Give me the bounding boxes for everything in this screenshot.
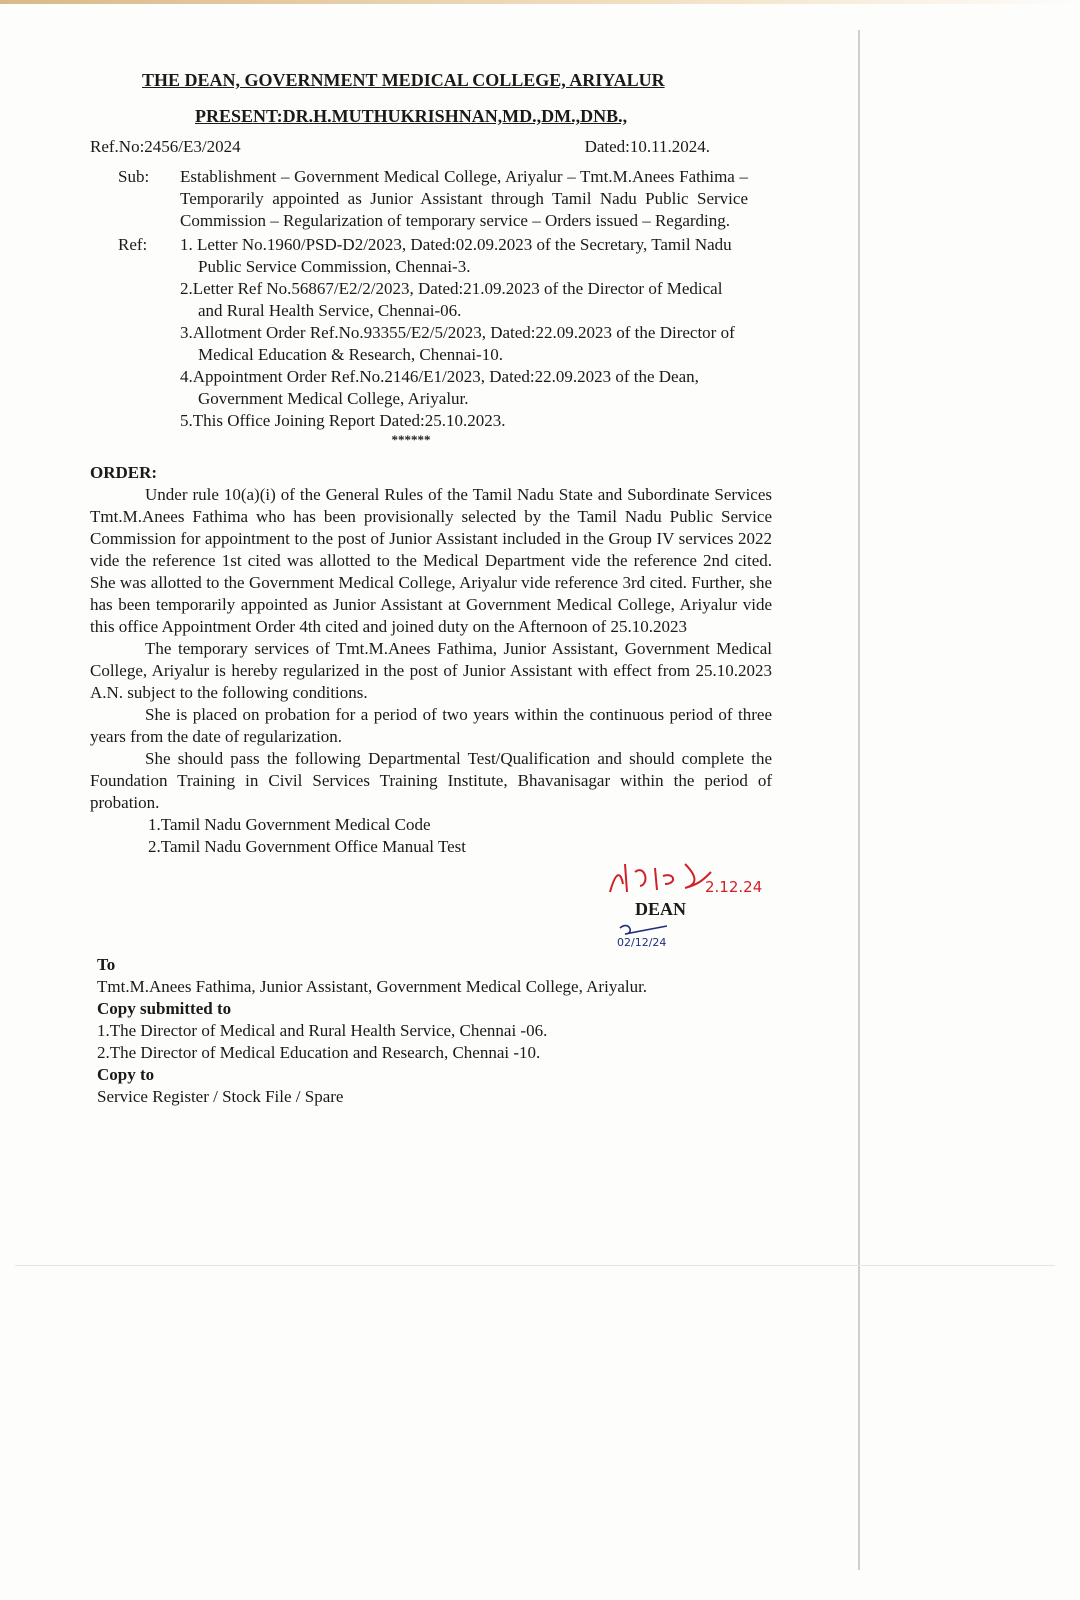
order-paragraph: The temporary services of Tmt.M.Anees Fathima, Junior Assistant, Government Medical College, Ariyalur is hereby regularized in the post of Junior Assistant with effect from 25.10.2023 A.N. subject to the following conditions. (90, 639, 772, 702)
reference-item: 5.This Office Joining Report Dated:25.10.2023. (180, 411, 506, 430)
test-item: 1.Tamil Nadu Government Medical Code (148, 815, 431, 834)
scan-fold-line-horizontal (15, 1265, 1055, 1266)
subject-text: Establishment – Government Medical College, Ariyalur – Tmt.M.Anees Fathima – Temporarily appointed as Junior Assistant through Tamil Nadu Public Service Commission – Regularization of temporary service – Orders issued – Regarding. (180, 167, 748, 230)
order-paragraph: She should pass the following Departmental Test/Qualification and should complete the Foundation Training in Civil Services Training Institute, Bhavanisagar within the period of probation. (90, 749, 772, 812)
copy-to-list: Service Register / Stock File / Spare (97, 1087, 344, 1106)
test-item: 2.Tamil Nadu Government Office Manual Test (148, 837, 467, 856)
order-paragraph: She is placed on probation for a period of two years within the continuous period of three years from the date of regularization. (90, 705, 772, 746)
initial-date: 02/12/24 (617, 936, 667, 949)
order-paragraph: Under rule 10(a)(i) of the General Rules of the Tamil Nadu State and Subordinate Services Tmt.M.Anees Fathima who has been provisionally selected by the Tamil Nadu Public Service Commission for appointment to the post of Junior Assistant included in the Group IV services 2022 vide the reference 1st cited was allotted to the Medical Department vide the reference 2nd cited. She was allotted to the Government Medical College, Ariyalur vide reference 3rd cited. Further, she has been temporarily appointed as Junior Assistant at Government Medical College, Ariyalur vide this office Appointment Order 4th cited and joined duty on the Afternoon of 25.10.2023 (90, 485, 772, 636)
reference-item: 2.Letter Ref No.56867/E2/2/2023, Dated:21.09.2023 of the Director of Medical and Rural Health Service, Chennai-06. (180, 279, 723, 320)
signature-icon (605, 858, 715, 898)
copy-submitted-item: 1.The Director of Medical and Rural Health Service, Chennai -06. (97, 1021, 548, 1040)
scan-fold-line (858, 30, 860, 1570)
reference-section (90, 234, 772, 432)
reference-list (180, 234, 772, 432)
initials-icon (617, 920, 677, 936)
order-label: ORDER: (90, 463, 158, 482)
dean-signature-block (605, 858, 785, 954)
document-title: THE DEAN, GOVERNMENT MEDICAL COLLEGE, ARIYALUR (142, 70, 665, 90)
scan-edge (0, 0, 1080, 4)
reference-number: Ref.No:2456/E3/2024 (90, 137, 241, 156)
copy-to-label: Copy to (97, 1065, 155, 1084)
reference-date-row (90, 136, 772, 158)
signature-area (90, 858, 772, 954)
reference-item: 3.Allotment Order Ref.No.93355/E2/5/2023, Dated:22.09.2023 of the Director of Medical Education & Research, Chennai-10. (180, 323, 735, 364)
signatory-designation: DEAN (635, 899, 687, 919)
copy-submitted-item: 2.The Director of Medical Education and Research, Chennai -10. (97, 1043, 541, 1062)
separator: ****** (391, 432, 431, 447)
document-body (90, 68, 772, 1108)
reference-item: 4.Appointment Order Ref.No.2146/E1/2023, Dated:22.09.2023 of the Dean, Government Medical College, Ariyalur. (180, 367, 699, 408)
present-line: PRESENT:DR.H.MUTHUKRISHNAN,MD.,DM.,DNB., (195, 106, 628, 126)
subject-label: Sub: (118, 167, 150, 186)
reference-label: Ref: (118, 235, 148, 254)
reference-item: 1. Letter No.1960/PSD-D2/2023, Dated:02.09.2023 of the Secretary, Tamil Nadu Public Service Commission, Chennai-3. (180, 235, 732, 276)
signature-date: 2.12.24 (705, 878, 763, 896)
subject-section (90, 166, 772, 232)
document-date: Dated:10.11.2024. (584, 137, 710, 156)
copy-submitted-label: Copy submitted to (97, 999, 232, 1018)
to-label: To (97, 955, 116, 974)
addressee: Tmt.M.Anees Fathima, Junior Assistant, Government Medical College, Ariyalur. (97, 977, 648, 996)
